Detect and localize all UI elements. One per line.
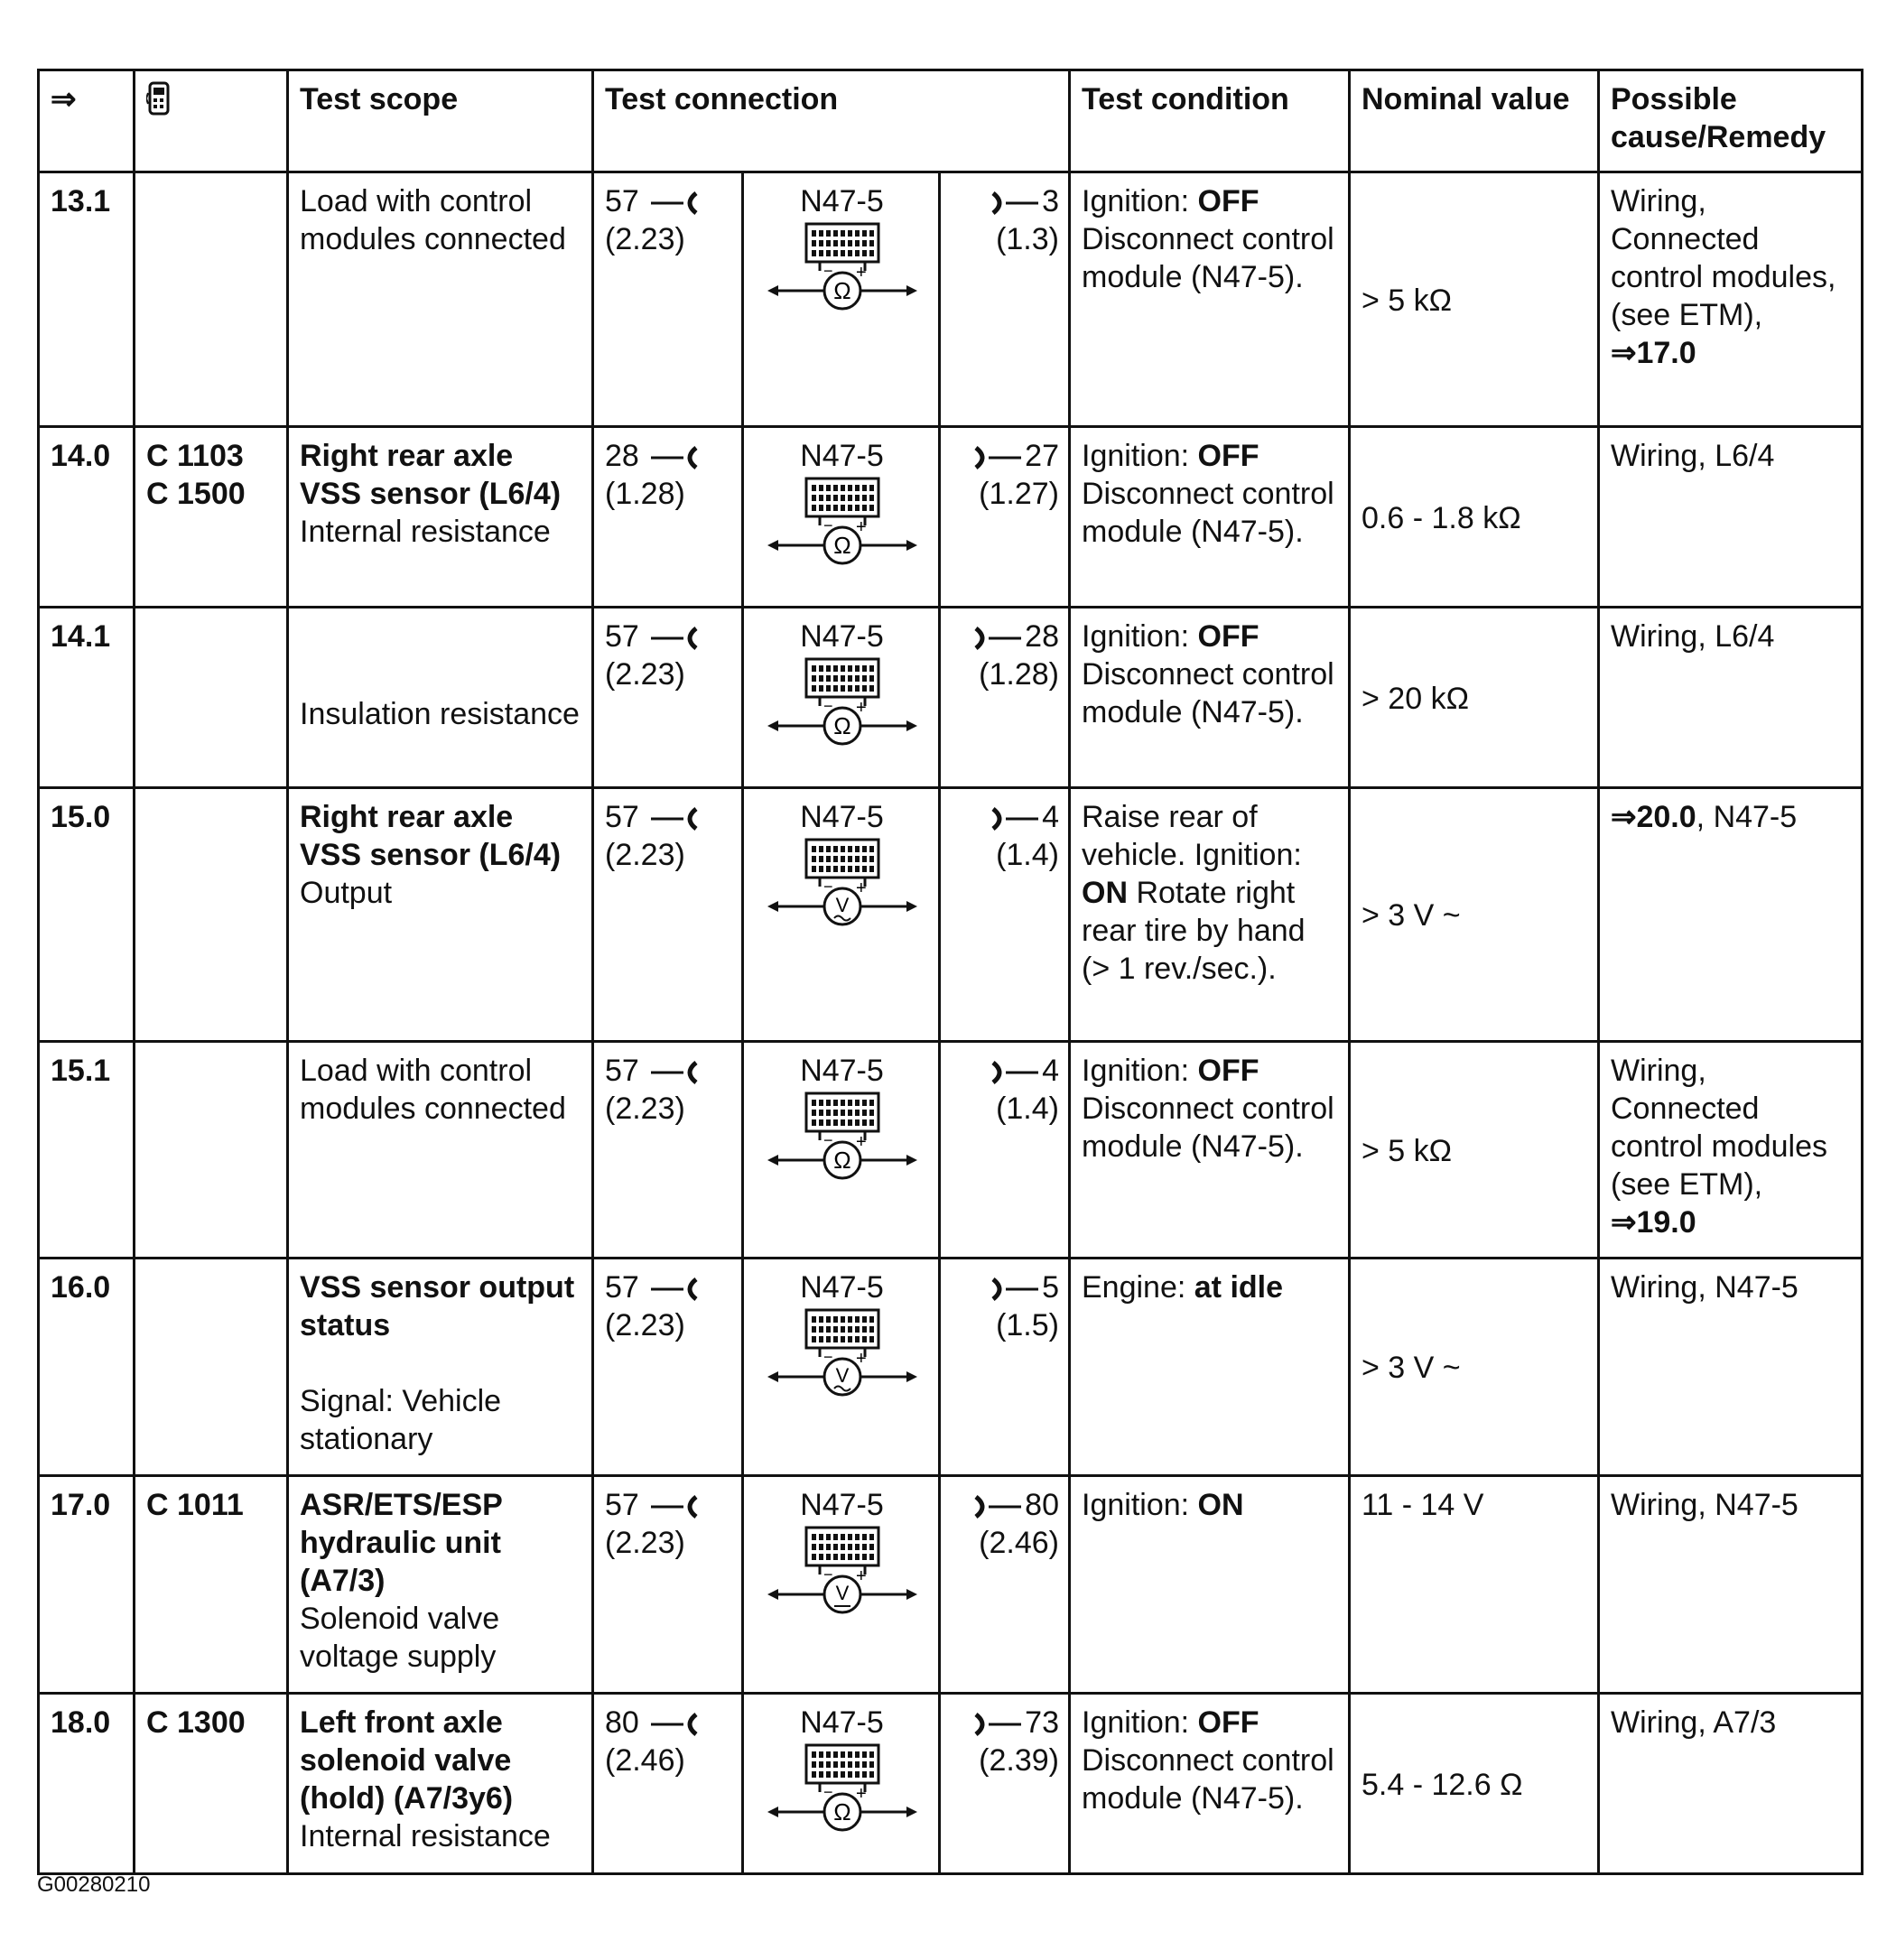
text-run: Rotate right rear tire by hand (> 1 rev./sec.). xyxy=(1082,876,1306,986)
nominal-value xyxy=(1350,1259,1599,1476)
connection-meter xyxy=(743,1042,940,1259)
right-pin-sub: (1.4) xyxy=(996,1091,1059,1126)
module-label: N47-5 xyxy=(800,184,884,218)
svg-text:+: + xyxy=(855,517,867,537)
nominal-value-text: > 5 kΩ xyxy=(1362,1133,1453,1168)
fault-code xyxy=(135,1476,288,1694)
right-pin-number: 5 xyxy=(1042,1270,1059,1305)
test-step-row xyxy=(39,608,1863,788)
svg-text:V: V xyxy=(835,894,849,916)
test-table xyxy=(37,69,1863,1875)
svg-text:−: − xyxy=(823,516,833,534)
text-run-bold: ⇒17.0 xyxy=(1611,336,1696,370)
step-number: 14.1 xyxy=(39,608,135,788)
connection-meter xyxy=(743,172,940,427)
plug-pin-icon xyxy=(988,190,1042,217)
step-number: 15.0 xyxy=(39,788,135,1042)
connection-left-pin xyxy=(593,608,743,788)
left-pin-sub: (2.23) xyxy=(605,1526,685,1560)
svg-text:−: − xyxy=(823,1131,833,1149)
test-condition xyxy=(1070,427,1350,608)
test-step-row xyxy=(39,1042,1863,1259)
socket-pin-icon xyxy=(647,1493,702,1520)
text-run-bold: Right rear axle VSS sensor (L6/4) xyxy=(300,800,562,872)
socket-pin-icon xyxy=(647,1059,702,1086)
left-pin-number: 57 xyxy=(605,184,639,218)
connection-left-pin xyxy=(593,172,743,427)
dc-voltmeter-icon xyxy=(766,1526,919,1620)
right-pin-sub: (2.39) xyxy=(979,1743,1059,1778)
text-run-bold: OFF xyxy=(1197,184,1259,218)
svg-text:+: + xyxy=(855,263,867,283)
svg-text:−: − xyxy=(823,262,833,280)
text-run-bold: ON xyxy=(1197,1488,1244,1522)
test-scope xyxy=(288,788,593,1042)
connection-right-pin xyxy=(940,1259,1070,1476)
possible-remedy xyxy=(1599,1259,1863,1476)
test-scope xyxy=(288,608,593,788)
step-number: 18.0 xyxy=(39,1694,135,1874)
svg-text:Ω: Ω xyxy=(832,712,851,739)
connection-right-pin xyxy=(940,1694,1070,1874)
fault-code-value: C 1103 xyxy=(146,439,244,473)
nominal-value-text: > 5 kΩ xyxy=(1362,283,1453,318)
svg-text:−: − xyxy=(823,1565,833,1584)
left-pin-sub: (2.23) xyxy=(605,838,685,872)
right-pin-sub: (1.27) xyxy=(979,477,1059,511)
connection-meter xyxy=(743,427,940,608)
text-run-bold: ON xyxy=(1082,876,1128,910)
right-pin-sub: (1.4) xyxy=(996,838,1059,872)
text-run-bold: OFF xyxy=(1197,439,1259,473)
module-label: N47-5 xyxy=(800,1270,884,1305)
connection-meter xyxy=(743,1694,940,1874)
test-condition xyxy=(1070,1476,1350,1694)
figure-id: G00280210 xyxy=(37,1872,151,1897)
possible-remedy xyxy=(1599,1042,1863,1259)
text-run: Ignition: xyxy=(1082,439,1198,473)
left-pin-sub: (2.23) xyxy=(605,1091,685,1126)
text-run-bold: ⇒19.0 xyxy=(1611,1205,1696,1240)
svg-text:+: + xyxy=(855,1566,867,1586)
text-run-bold: VSS sensor output status xyxy=(300,1270,575,1342)
test-scope xyxy=(288,1259,593,1476)
text-run: , N47-5 xyxy=(1696,800,1798,834)
nominal-value xyxy=(1350,1694,1599,1874)
svg-text:−: − xyxy=(823,878,833,896)
svg-text:Ω: Ω xyxy=(832,1147,851,1174)
possible-remedy xyxy=(1599,1694,1863,1874)
ac-voltmeter-icon xyxy=(766,838,919,932)
text-run-bold: ASR/ETS/ESP hydraulic unit (A7/3) xyxy=(300,1488,503,1598)
module-label: N47-5 xyxy=(800,800,884,834)
text-run-bold: OFF xyxy=(1197,1054,1259,1088)
connection-meter xyxy=(743,1476,940,1694)
ohmmeter-icon xyxy=(766,657,919,751)
fault-code xyxy=(135,1042,288,1259)
test-step-row xyxy=(39,172,1863,427)
left-pin-number: 57 xyxy=(605,1488,639,1522)
left-pin-sub: (1.28) xyxy=(605,477,685,511)
test-scope xyxy=(288,427,593,608)
test-step-row xyxy=(39,1694,1863,1874)
socket-pin-icon xyxy=(647,190,702,217)
text-run: Ignition: xyxy=(1082,184,1198,218)
svg-text:V: V xyxy=(835,1582,849,1604)
possible-remedy xyxy=(1599,427,1863,608)
left-pin-number: 57 xyxy=(605,1270,639,1305)
fault-code xyxy=(135,1694,288,1874)
test-step-row xyxy=(39,1259,1863,1476)
text-run-bold: Right rear axle VSS sensor (L6/4) xyxy=(300,439,562,511)
nominal-value-text: > 20 kΩ xyxy=(1362,681,1469,716)
fault-code xyxy=(135,608,288,788)
ac-voltmeter-icon xyxy=(766,1308,919,1402)
possible-remedy xyxy=(1599,172,1863,427)
test-scope xyxy=(288,172,593,427)
header-condition: Test condition xyxy=(1070,70,1350,172)
fault-code-icon xyxy=(146,80,173,116)
nominal-value xyxy=(1350,427,1599,608)
text-run: Wiring, N47-5 xyxy=(1611,1488,1798,1522)
right-pin-sub: (1.3) xyxy=(996,222,1059,256)
connection-right-pin xyxy=(940,172,1070,427)
svg-text:+: + xyxy=(855,1132,867,1152)
header-connection: Test connection xyxy=(593,70,1070,172)
step-number: 15.1 xyxy=(39,1042,135,1259)
connection-right-pin xyxy=(940,608,1070,788)
socket-pin-icon xyxy=(647,1711,702,1738)
left-pin-sub: (2.23) xyxy=(605,1308,685,1342)
text-run-bold: OFF xyxy=(1197,619,1259,654)
test-condition xyxy=(1070,608,1350,788)
header-icon-cell xyxy=(135,70,288,172)
connection-meter xyxy=(743,788,940,1042)
text-run: Wiring, A7/3 xyxy=(1611,1705,1777,1740)
text-run: Internal resistance xyxy=(300,515,551,549)
ohmmeter-icon xyxy=(766,1091,919,1185)
socket-pin-icon xyxy=(647,625,702,652)
connection-meter xyxy=(743,608,940,788)
step-number: 16.0 xyxy=(39,1259,135,1476)
text-run: Raise rear of vehicle. Ignition: xyxy=(1082,800,1302,872)
test-step-row xyxy=(39,427,1863,608)
right-pin-sub: (1.5) xyxy=(996,1308,1059,1342)
socket-pin-icon xyxy=(647,1276,702,1303)
left-pin-number: 80 xyxy=(605,1705,639,1740)
left-pin-number: 57 xyxy=(605,1054,639,1088)
right-pin-number: 3 xyxy=(1042,184,1059,218)
ohmmeter-icon xyxy=(766,222,919,316)
fault-code-value: C 1011 xyxy=(146,1488,244,1522)
possible-remedy xyxy=(1599,788,1863,1042)
fault-code xyxy=(135,1259,288,1476)
connection-left-pin xyxy=(593,427,743,608)
connection-left-pin xyxy=(593,1476,743,1694)
svg-text:Ω: Ω xyxy=(832,532,851,559)
plug-pin-icon xyxy=(971,444,1025,471)
header-remedy: Possible cause/Remedy xyxy=(1599,70,1863,172)
text-run: Wiring, L6/4 xyxy=(1611,439,1775,473)
text-run: Output xyxy=(300,876,393,910)
test-scope xyxy=(288,1694,593,1874)
header-scope: Test scope xyxy=(288,70,593,172)
test-condition xyxy=(1070,1042,1350,1259)
text-run: Disconnect control module (N47-5). xyxy=(1082,1743,1334,1816)
module-label: N47-5 xyxy=(800,439,884,473)
text-run: Disconnect control module (N47-5). xyxy=(1082,477,1334,549)
connection-right-pin xyxy=(940,1476,1070,1694)
socket-pin-icon xyxy=(647,444,702,471)
header-nominal: Nominal value xyxy=(1350,70,1599,172)
connection-left-pin xyxy=(593,1694,743,1874)
step-number: 17.0 xyxy=(39,1476,135,1694)
svg-text:−: − xyxy=(823,1783,833,1801)
text-run: Wiring, L6/4 xyxy=(1611,619,1775,654)
svg-text:−: − xyxy=(823,697,833,715)
nominal-value-text: 5.4 - 12.6 Ω xyxy=(1362,1767,1523,1802)
right-pin-sub: (1.28) xyxy=(979,657,1059,692)
text-run: Ignition: xyxy=(1082,1054,1198,1088)
nominal-value-text: > 3 V ~ xyxy=(1362,898,1461,933)
plug-pin-icon xyxy=(971,1493,1025,1520)
text-run: Signal: Vehicle stationary xyxy=(300,1384,502,1456)
connection-left-pin xyxy=(593,788,743,1042)
plug-pin-icon xyxy=(988,1276,1042,1303)
plug-pin-icon xyxy=(988,805,1042,832)
test-condition xyxy=(1070,172,1350,427)
test-step-row xyxy=(39,1476,1863,1694)
plug-pin-icon xyxy=(971,625,1025,652)
module-label: N47-5 xyxy=(800,1705,884,1740)
test-scope xyxy=(288,1042,593,1259)
left-pin-number: 57 xyxy=(605,800,639,834)
left-pin-sub: (2.46) xyxy=(605,1743,685,1778)
test-condition xyxy=(1070,1694,1350,1874)
fault-code-value: C 1500 xyxy=(146,477,246,511)
test-step-row xyxy=(39,788,1863,1042)
text-run: Disconnect control module (N47-5). xyxy=(1082,222,1334,294)
svg-text:Ω: Ω xyxy=(832,277,851,304)
test-scope xyxy=(288,1476,593,1694)
fault-code xyxy=(135,427,288,608)
text-run: Wiring, N47-5 xyxy=(1611,1270,1798,1305)
test-condition xyxy=(1070,788,1350,1042)
svg-text:+: + xyxy=(855,1349,867,1369)
text-run: Disconnect control module (N47-5). xyxy=(1082,657,1334,729)
text-run-bold: at idle xyxy=(1194,1270,1284,1305)
right-pin-number: 80 xyxy=(1025,1488,1059,1522)
svg-text:+: + xyxy=(855,698,867,718)
module-label: N47-5 xyxy=(800,619,884,654)
text-run: Internal resistance xyxy=(300,1819,551,1853)
possible-remedy xyxy=(1599,1476,1863,1694)
step-number: 14.0 xyxy=(39,427,135,608)
header-row xyxy=(39,70,1863,172)
right-pin-number: 73 xyxy=(1025,1705,1059,1740)
nominal-value xyxy=(1350,1042,1599,1259)
left-pin-sub: (2.23) xyxy=(605,657,685,692)
nominal-value-text: 0.6 - 1.8 kΩ xyxy=(1362,500,1521,535)
text-run: Insulation resistance xyxy=(300,697,580,731)
fault-code xyxy=(135,172,288,427)
connection-left-pin xyxy=(593,1042,743,1259)
nominal-value-text: 11 - 14 V xyxy=(1362,1488,1484,1522)
right-pin-number: 4 xyxy=(1042,1054,1059,1088)
svg-text:Ω: Ω xyxy=(832,1798,851,1825)
nominal-value xyxy=(1350,1476,1599,1694)
svg-text:−: − xyxy=(823,1348,833,1366)
right-pin-number: 28 xyxy=(1025,619,1059,654)
module-label: N47-5 xyxy=(800,1054,884,1088)
svg-text:V: V xyxy=(835,1364,849,1387)
ohmmeter-icon xyxy=(766,477,919,571)
connection-right-pin xyxy=(940,427,1070,608)
text-run: Load with control modules connected xyxy=(300,184,566,256)
possible-remedy xyxy=(1599,608,1863,788)
text-run: Wiring, Connected control modules (see ETM), xyxy=(1611,1054,1828,1202)
step-number: 13.1 xyxy=(39,172,135,427)
right-pin-sub: (2.46) xyxy=(979,1526,1059,1560)
text-run: Solenoid valve voltage supply xyxy=(300,1602,500,1674)
right-pin-number: 4 xyxy=(1042,800,1059,834)
text-run: Ignition: xyxy=(1082,1488,1198,1522)
connection-right-pin xyxy=(940,788,1070,1042)
connection-meter xyxy=(743,1259,940,1476)
left-pin-sub: (2.23) xyxy=(605,222,685,256)
right-pin-number: 27 xyxy=(1025,439,1059,473)
nominal-value xyxy=(1350,608,1599,788)
fault-code xyxy=(135,788,288,1042)
text-run: Wiring, Connected control modules, (see ETM), xyxy=(1611,184,1836,332)
text-run: Ignition: xyxy=(1082,1705,1198,1740)
text-run: Ignition: xyxy=(1082,619,1198,654)
text-run: Load with control modules connected xyxy=(300,1054,566,1126)
text-run: Disconnect control module (N47-5). xyxy=(1082,1091,1334,1164)
ohmmeter-icon xyxy=(766,1743,919,1837)
text-run: Engine: xyxy=(1082,1270,1194,1305)
left-pin-number: 28 xyxy=(605,439,639,473)
text-run-bold: Left front axle solenoid valve (hold) (A7/3y6) xyxy=(300,1705,514,1816)
svg-text:+: + xyxy=(855,878,867,898)
plug-pin-icon xyxy=(971,1711,1025,1738)
nominal-value xyxy=(1350,788,1599,1042)
test-condition xyxy=(1070,1259,1350,1476)
text-run-bold: OFF xyxy=(1197,1705,1259,1740)
header-step: ⇒ xyxy=(39,70,135,172)
connection-right-pin xyxy=(940,1042,1070,1259)
plug-pin-icon xyxy=(988,1059,1042,1086)
left-pin-number: 57 xyxy=(605,619,639,654)
fault-code-value: C 1300 xyxy=(146,1705,246,1740)
connection-left-pin xyxy=(593,1259,743,1476)
nominal-value xyxy=(1350,172,1599,427)
nominal-value-text: > 3 V ~ xyxy=(1362,1351,1461,1385)
text-run-bold: ⇒20.0 xyxy=(1611,800,1696,834)
socket-pin-icon xyxy=(647,805,702,832)
module-label: N47-5 xyxy=(800,1488,884,1522)
svg-text:+: + xyxy=(855,1784,867,1804)
